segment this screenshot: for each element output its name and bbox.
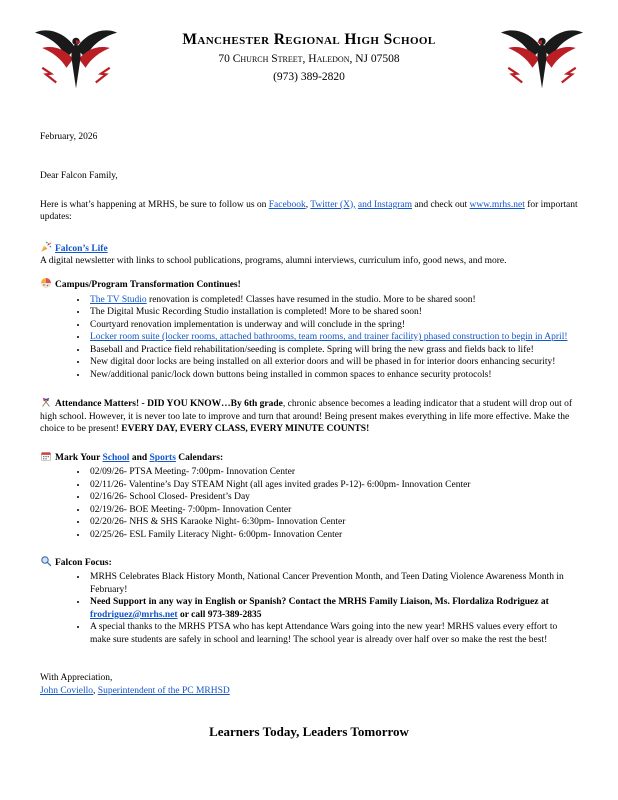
closing-line: With Appreciation,	[40, 673, 113, 684]
falcons-life-line	[40, 241, 578, 256]
inline-link[interactable]: Twitter (X),	[310, 199, 356, 210]
text-segment: Baseball and Practice field rehabilitation/seeding is complete. Spring will bring the new grass and fields back to life!	[90, 344, 534, 355]
text-segment: Courtyard renovation implementation is underway and will conclude in the spring!	[90, 319, 406, 330]
text-segment: and check out	[412, 199, 470, 210]
school-logo-left	[32, 20, 120, 98]
text-segment: renovation is completed! Classes have resumed in the studio. More to be shared soon!	[146, 294, 476, 305]
text-segment: New/additional panic/lock down buttons being installed in common spaces to enhance security protocols!	[90, 369, 492, 380]
focus-bullet	[88, 571, 578, 596]
calendar-icon	[40, 450, 52, 462]
text-segment: and	[129, 452, 150, 463]
inline-link[interactable]: frodriguez@mrhs.net	[90, 609, 178, 620]
text-segment: ,	[305, 199, 311, 210]
text-segment: ,	[93, 685, 98, 696]
salutation: Dear Falcon Family,	[40, 171, 118, 182]
footer-motto: Learners Today, Leaders Tomorrow	[209, 724, 409, 740]
inline-link[interactable]: Locker room suite (locker rooms, attached bathrooms, team rooms, and trainer facility) phased construction to begin in April!	[90, 332, 568, 343]
attendance-paragraph	[40, 396, 578, 436]
text-segment: Need Support in any way in English or Spanish? Contact the MRHS Family Liaison, Ms. Flordaliza Rodriguez at	[90, 597, 549, 608]
falcons-life-description: A digital newsletter with links to school publications, programs, alumni interviews, curriculum info, good news, and more.	[40, 256, 507, 267]
campus-heading	[40, 277, 578, 292]
magnifier-icon	[40, 555, 52, 567]
text-segment: Attendance Matters!	[55, 399, 140, 410]
campus-bullet	[88, 294, 578, 307]
inline-link[interactable]: The TV Studio	[90, 294, 147, 305]
campus-bullet	[88, 306, 578, 319]
text-segment: A special thanks to the MRHS PTSA who has kept Attendance Wars going into the new year! MRHS values every effort to make sure students are safely in school and learning! The school year is already over half over so make the rest the best!	[90, 622, 558, 645]
inline-link[interactable]: School	[102, 452, 130, 463]
school-address: 70 Church Street, Haledon, NJ 07508	[218, 53, 400, 66]
campus-bullet	[88, 344, 578, 357]
calendar-heading	[40, 450, 578, 465]
focus-bullet	[88, 596, 578, 621]
campus-bullet	[88, 319, 578, 332]
calendar-event: • 02/20/26- NHS & SHS Karaoke Night- 6:30pm- Innovation Center	[88, 516, 578, 529]
focus-bullet-list	[40, 571, 578, 646]
text-segment: The Digital Music Recording Studio installation is completed! More to be shared soon!	[90, 307, 422, 318]
crossed-flags-icon	[40, 396, 52, 408]
text-segment: Here is what’s happening at MRHS, be sure to follow us on	[40, 199, 269, 210]
calendar-event: • 02/16/26- School Closed- President’s Day	[88, 491, 578, 504]
text-segment: MRHS Celebrates Black History Month, National Cancer Prevention Month, and Teen Dating Violence Awareness Month in February!	[90, 572, 564, 595]
campus-bullet	[88, 356, 578, 369]
text-segment: Calendars:	[175, 452, 224, 463]
calendar-event: • 02/11/26- Valentine’s Day STEAM Night (all ages invited grades P-12)- 6:00pm- Innovation Center	[88, 479, 578, 492]
focus-heading-text: Falcon Focus:	[55, 557, 112, 568]
text-segment: for important updates:	[40, 199, 578, 223]
campus-bullet	[88, 369, 578, 382]
school-name: Manchester Regional High School	[182, 31, 436, 48]
inline-link[interactable]: John Coviello	[40, 685, 94, 696]
school-logo-right	[498, 20, 586, 98]
calendar-event: • 02/19/26- BOE Meeting- 7:00pm- Innovation Center	[88, 504, 578, 517]
attendance-text	[40, 399, 572, 434]
inline-link[interactable]: and Instagram	[357, 199, 412, 210]
inline-link[interactable]: Sports	[149, 452, 176, 463]
campus-heading-text: Campus/Program Transformation Continues!	[55, 279, 241, 290]
falcon-emblem-icon	[32, 20, 120, 98]
party-popper-icon	[40, 241, 52, 253]
calendar-event: • 02/09/26- PTSA Meeting- 7:00pm- Innovation Center	[88, 466, 578, 479]
text-segment: New digital door locks are being installed on all exterior doors and will be phased in for interior doors enhancing security!	[90, 357, 556, 368]
text-segment: or call 973-389-2835	[177, 609, 262, 620]
text-segment: - DID YOU KNOW…By 6th grade	[139, 399, 283, 410]
inline-link[interactable]: Facebook	[268, 199, 306, 210]
campus-bullet-list	[40, 294, 578, 382]
calendar-event-list	[40, 466, 578, 541]
inline-link[interactable]: Superintendent of the PC MRHSD	[97, 685, 230, 696]
signature-line	[40, 685, 578, 698]
campus-bullet	[88, 331, 578, 344]
confetti-ball-icon	[40, 277, 52, 289]
school-phone: (973) 389-2820	[273, 70, 345, 83]
inline-link[interactable]: www.mrhs.net	[469, 199, 525, 210]
focus-bullet	[88, 621, 578, 646]
text-segment: EVERY DAY, EVERY CLASS, EVERY MINUTE COUNTS!	[121, 424, 370, 435]
intro-paragraph	[40, 199, 578, 224]
focus-heading	[40, 555, 578, 570]
falcon-emblem-icon	[498, 20, 586, 98]
letter-date: February, 2026	[40, 131, 98, 142]
letter-body	[40, 131, 578, 741]
text-segment: Mark Your	[55, 452, 103, 463]
falcons-life-link[interactable]: Falcon’s Life	[55, 243, 108, 254]
calendar-heading-text	[55, 453, 223, 463]
text-segment: , chronic absence becomes a leading indicator that a student will drop out of high school. However, it is never too late to improve and turn that around! Being present makes everything in life more effective. Make the choice to be present!	[40, 399, 573, 435]
calendar-event: • 02/25/26- ESL Family Literacy Night- 6:00pm- Innovation Center	[88, 529, 578, 542]
